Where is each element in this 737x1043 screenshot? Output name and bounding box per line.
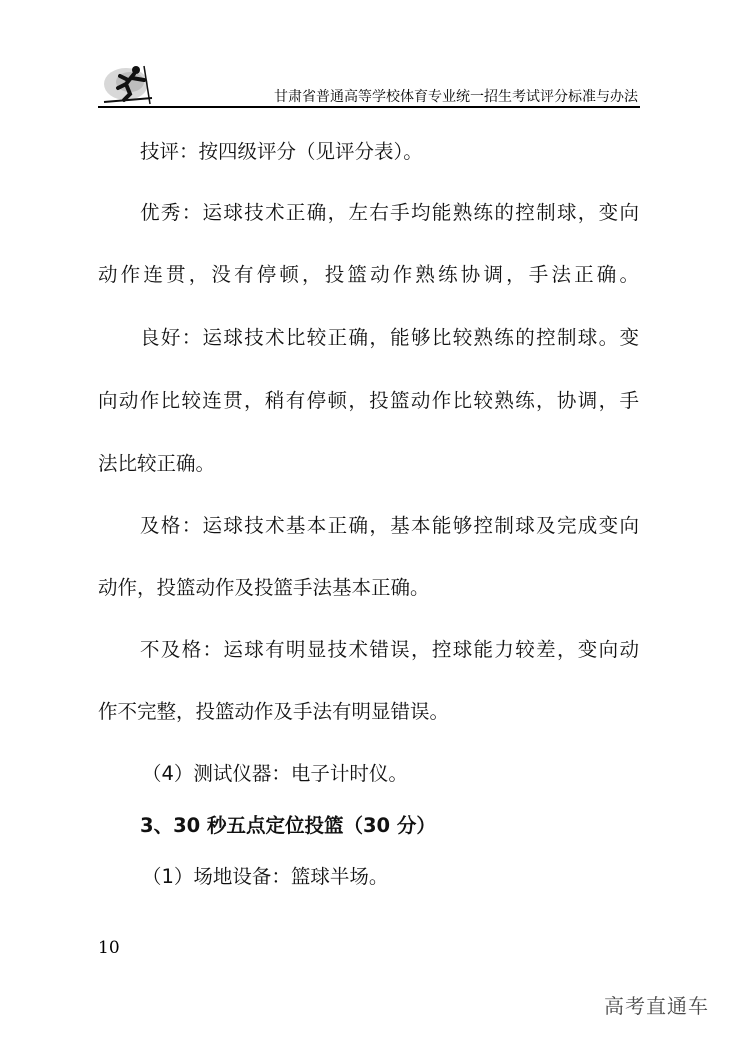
paragraph-line: 动作连贯，没有停顿，投篮动作熟练协调，手法正确。	[98, 263, 639, 286]
paragraph-line: （1）场地设备：篮球半场。	[142, 865, 389, 888]
paragraph-line: 良好：运球技术比较正确，能够比较熟练的控制球。变	[140, 326, 639, 349]
paragraph-line: 及格：运球技术基本正确，基本能够控制球及完成变向	[140, 514, 639, 537]
paragraph-line: 不及格：运球有明显技术错误，控球能力较差，变向动	[140, 638, 639, 661]
paragraph-line: 作不完整，投篮动作及手法有明显错误。	[98, 700, 450, 723]
paragraph-line: 法比较正确。	[98, 452, 216, 475]
watermark-text: 高考直通车	[604, 994, 709, 1018]
skier-logo	[100, 60, 156, 106]
page-number: 10	[98, 938, 120, 958]
header-title: 甘肃省普通高等学校体育专业统一招生考试评分标准与办法	[274, 89, 638, 105]
section-heading: 3、30 秒五点定位投篮（30 分）	[140, 814, 436, 837]
paragraph-line: 技评：按四级评分（见评分表）。	[140, 140, 423, 163]
paragraph-line: 优秀：运球技术正确，左右手均能熟练的控制球，变向	[140, 201, 639, 224]
paragraph-line: 向动作比较连贯，稍有停顿，投篮动作比较熟练，协调，手	[98, 389, 639, 412]
header-divider	[98, 106, 640, 108]
paragraph-line: （4）测试仪器：电子计时仪。	[142, 762, 408, 785]
paragraph-line: 动作，投篮动作及投篮手法基本正确。	[98, 576, 430, 599]
